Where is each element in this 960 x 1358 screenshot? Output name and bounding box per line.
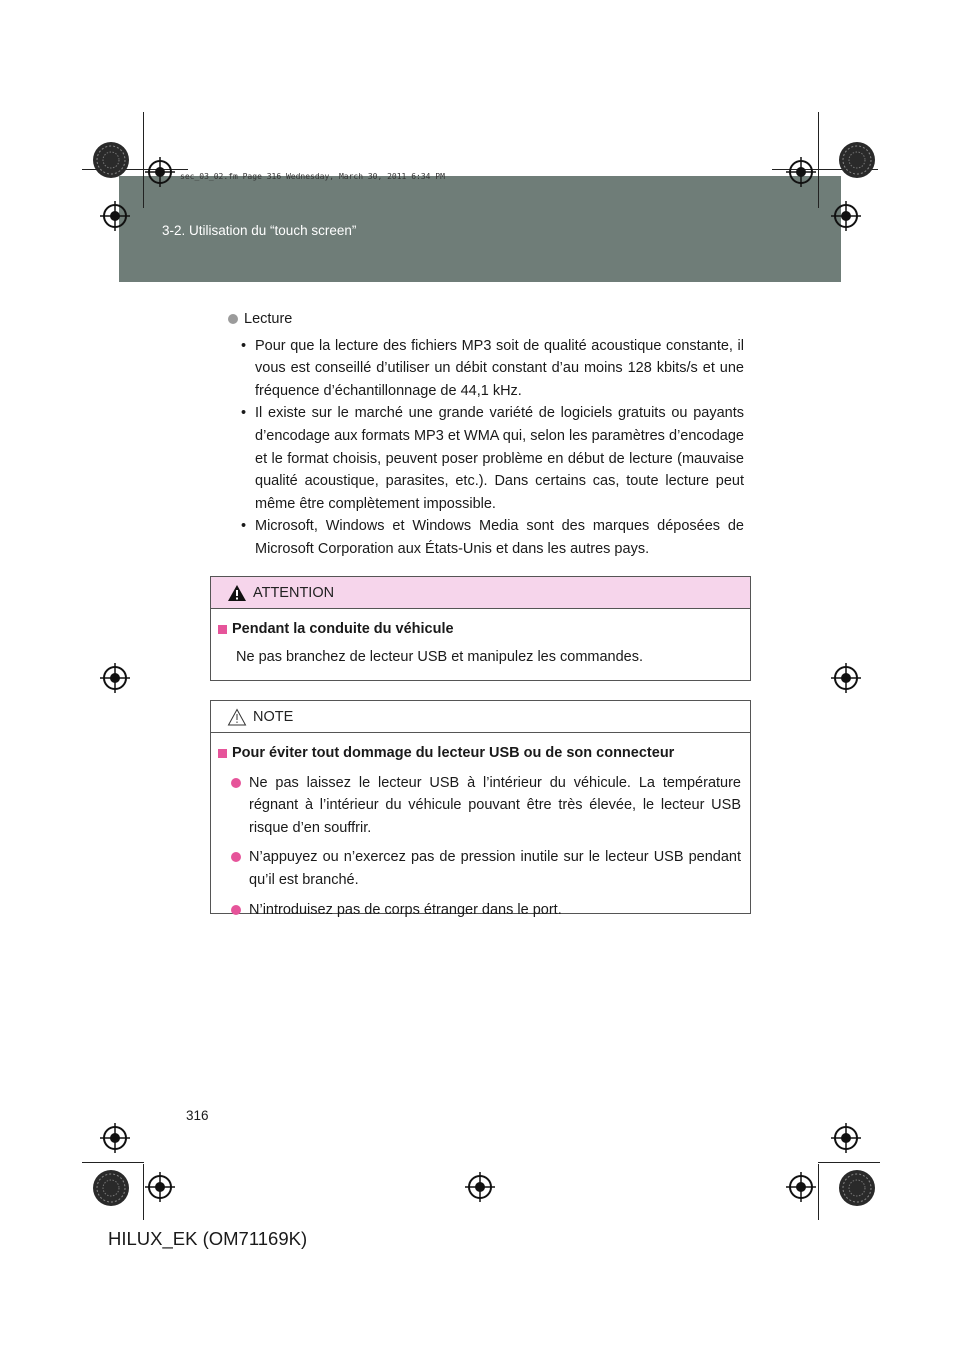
registration-mark [100,663,130,693]
corner-target [838,1169,876,1207]
registration-mark [465,1172,495,1202]
lecture-list [228,335,744,561]
crop-line [143,1164,144,1220]
note-body [211,733,750,921]
corner-target [92,1169,130,1207]
note-label: NOTE [253,708,294,725]
header-band [119,176,841,282]
bullet-dot-icon [231,852,241,862]
section-title: 3-2. Utilisation du “touch screen” [162,223,357,238]
bullet-dot-icon [228,314,238,324]
attention-label: ATTENTION [253,584,335,601]
bullet-dot-icon [231,778,241,788]
attention-body [211,609,750,668]
crop-line [82,1162,144,1163]
crop-line [818,1164,819,1220]
crop-line [818,1162,880,1163]
model-code: HILUX_EK (OM71169K) [108,1228,308,1249]
registration-mark [145,1172,175,1202]
warning-triangle-icon [227,584,247,602]
crop-line [143,112,144,208]
note-header [211,701,750,733]
note-item-text: N’introduisez pas de corps étranger dans le port. [249,901,562,918]
lecture-heading [228,308,744,331]
corner-target [92,141,130,179]
registration-mark [786,1172,816,1202]
square-bullet-icon [218,625,227,634]
attention-box [210,576,751,681]
note-subheading [218,742,741,765]
registration-mark [831,201,861,231]
registration-mark [786,157,816,187]
list-item: • Pour que la lecture des fichiers MP3 soit de qualité acoustique constante, il vous est conseillé d’utiliser un débit constant d’au moins 128 kbits/s et une fréquence d’échantillonnage de 44,1 kHz. [228,335,744,403]
attention-subheading [218,618,741,641]
file-stamp: sec_03_02.fm Page 316 Wednesday, March 30, 2011 6:34 PM [180,172,445,181]
square-bullet-icon [218,749,227,758]
registration-mark [145,157,175,187]
page-number: 316 [186,1108,209,1123]
registration-mark [100,201,130,231]
registration-mark [831,1123,861,1153]
attention-header [211,577,750,609]
list-item: • Microsoft, Windows et Windows Media sont des marques déposées de Microsoft Corporation aux États-Unis et dans les autres pays. [228,515,744,560]
note-box [210,700,751,918]
note-item-text: N’appuyez ou n’exercez pas de pression inutile sur le lecteur USB pendant qu’il est branché. [249,849,741,888]
attention-text: Ne pas branchez de lecteur USB et manipulez les commandes. [236,648,644,665]
lecture-title: Lecture [244,311,293,327]
note-heading: Pour éviter tout dommage du lecteur USB ou de son connecteur [232,745,675,761]
list-item [218,846,741,891]
list-item [218,899,741,922]
list-item: • Il existe sur le marché une grande variété de logiciels gratuits ou payants d’encodage aux formats MP3 et WMA qui, selon les paramètres d’encodage et le format choisis, peuvent poser problème en début de lecture (mauvaise qualité acoustique, parasites, etc.). Dans certains cas, toute lecture peut même être complètement impossible. [228,402,744,515]
registration-mark [100,1123,130,1153]
corner-target [838,141,876,179]
bullet-dot-icon [231,905,241,915]
crop-line [818,112,819,208]
lecture-section [228,308,744,561]
attention-heading: Pendant la conduite du véhicule [232,621,454,637]
registration-mark [831,663,861,693]
list-item [218,772,741,840]
note-item-text: Ne pas laissez le lecteur USB à l’intérieur du véhicule. La température régnant à l’intérieur du véhicule pouvant être très élevée, le lecteur USB risque d’en souffrir. [249,774,741,836]
caution-triangle-icon [227,708,247,726]
